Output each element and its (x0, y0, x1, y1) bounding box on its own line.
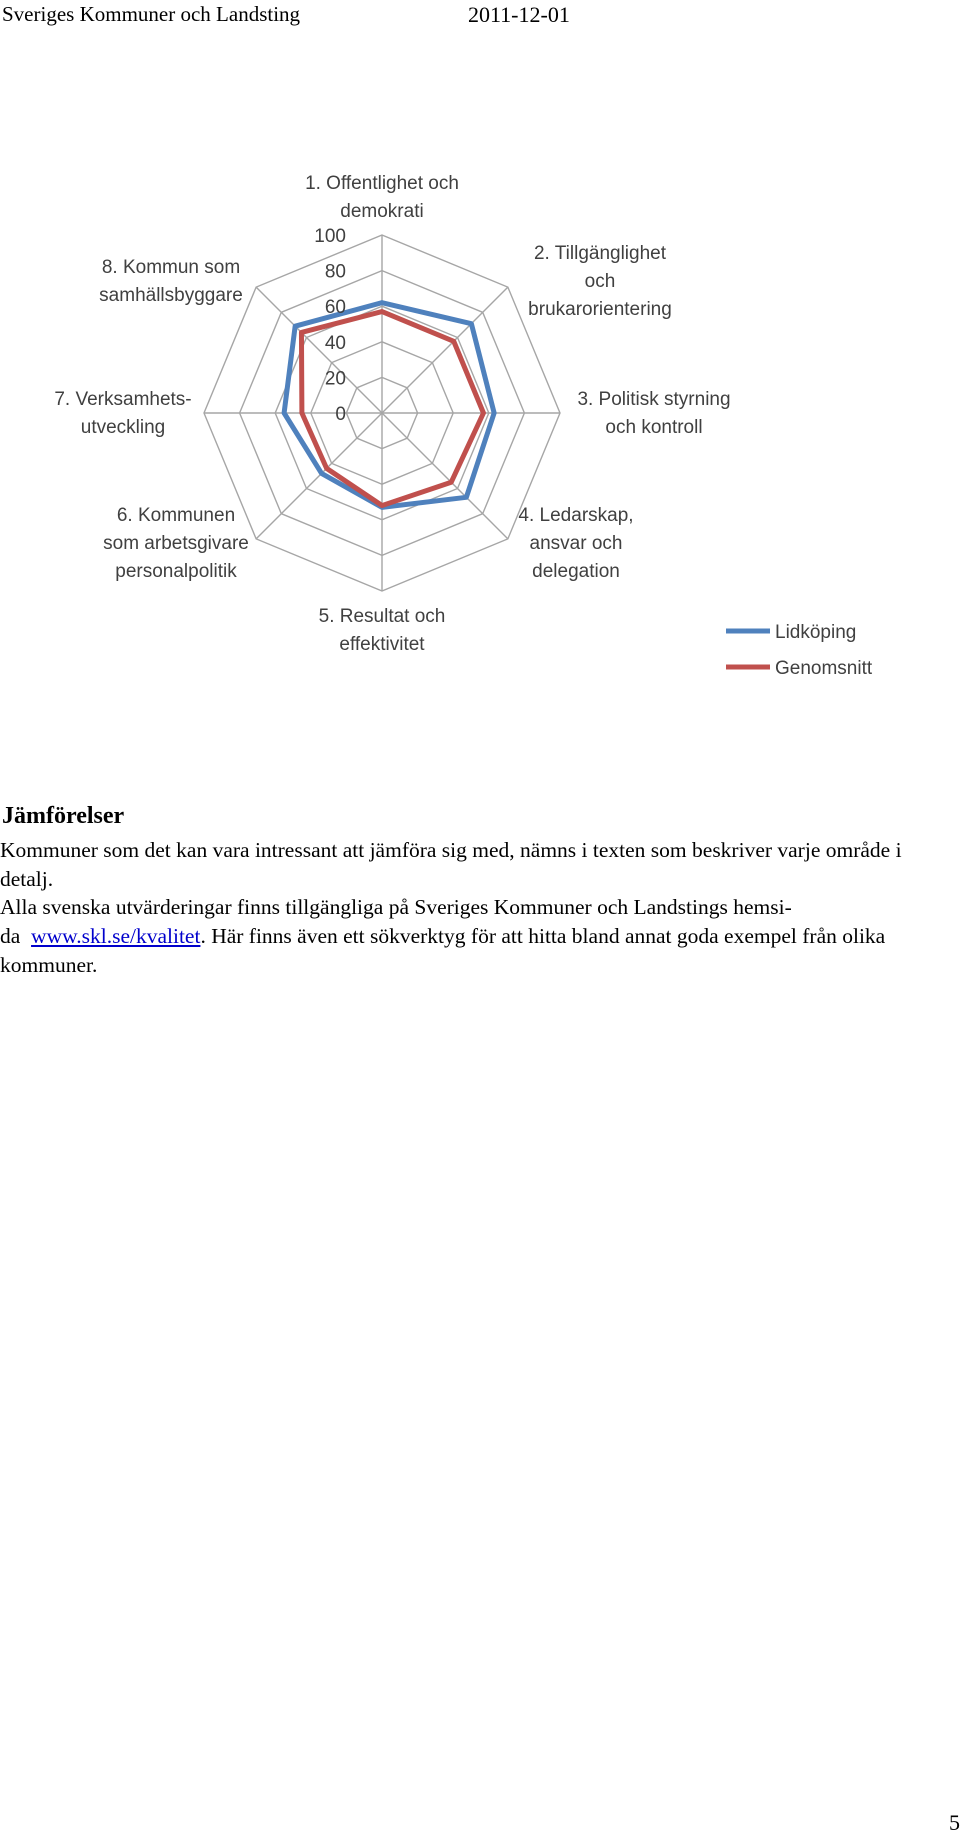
paragraph-evaluations-rest: . Här finns även ett sökverktyg för att hitta bland annat goda exempel från olika kommuner. (0, 924, 886, 977)
chart-legend (726, 622, 873, 679)
legend-label-genomsnitt: Genomsnitt (775, 658, 873, 679)
header-organization: Sveriges Kommuner och Landsting (2, 2, 301, 26)
skl-quality-link[interactable]: www.skl.se/kvalitet (31, 924, 201, 948)
tick-label: 60 (324, 297, 346, 319)
axis-label-2: 2. Tillgänglighet och brukarorientering (528, 243, 672, 320)
header-date: 2011-12-01 (468, 2, 570, 27)
tick-label: 40 (324, 332, 346, 354)
radar-grid (204, 235, 560, 591)
tick-label: 80 (324, 261, 346, 283)
legend-label-lidköping: Lidköping (775, 622, 857, 643)
tick-label: 100 (314, 226, 346, 247)
paragraph-evaluations-prefix: da (0, 924, 32, 948)
axis-label-7: 7. Verksamhets-utveckling (54, 389, 192, 438)
section-title: Jämförelser (2, 803, 125, 829)
axis-label-6: 6. Kommunen som arbetsgivare personalpolitik (103, 505, 249, 582)
axis-label-8: 8. Kommun som samhällsbyggare (99, 257, 243, 306)
axis-label-5: 5. Resultat och effektivitet (318, 606, 446, 655)
radar-axis-labels (54, 173, 730, 655)
tick-label: 20 (324, 368, 346, 390)
page-number: 5 (949, 1810, 960, 1835)
paragraph-evaluations-line1: Alla svenska utvärderingar finns tillgängliga på Sveriges Kommuner och Landstings hemsi- (0, 895, 792, 919)
paragraph-evaluations (0, 893, 958, 980)
radar-chart (0, 150, 960, 680)
tick-label: 0 (335, 404, 346, 425)
axis-label-4: 4. Ledarskap, ansvar och delegation (518, 505, 634, 582)
axis-label-1: 1. Offentlighet och demokrati (305, 173, 459, 222)
axis-label-3: 3. Politisk styrning och kontroll (577, 389, 731, 438)
paragraph-comparison: Kommuner som det kan vara intressant att jämföra sig med, nämns i texten som beskriver varje område i detalj. (0, 838, 902, 891)
